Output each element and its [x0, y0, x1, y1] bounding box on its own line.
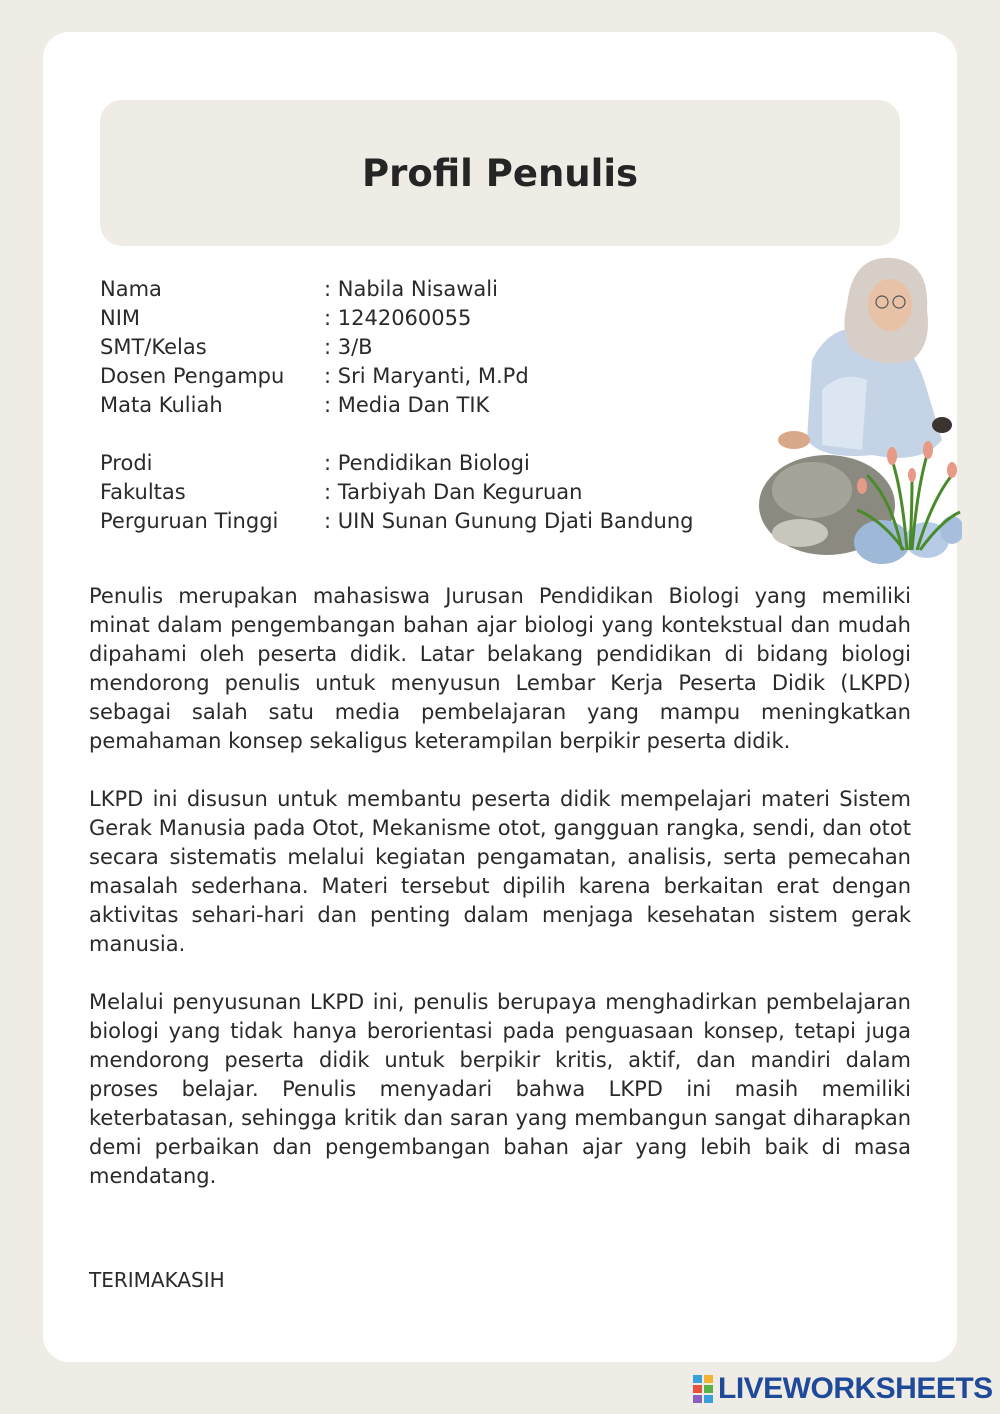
hand	[778, 431, 810, 449]
profile-row-nama	[100, 275, 740, 304]
profile-label: Prodi	[100, 451, 153, 475]
profile-label: Dosen Pengampu	[100, 364, 285, 388]
paragraph: Melalui penyusunan LKPD ini, penulis berupaya menghadirkan pembelajaran biologi yang tidak hanya berorientasi pada penguasaan konsep, tetapi juga mendorong peserta didik untuk berpikir kritis, aktif, dan mandiri dalam proses belajar. Penulis menyadari bahwa LKPD ini masih memiliki keterbatasan, sehingga kritik dan saran yang membangun sangat diharapkan demi perbaikan dan pengembangan bahan ajar yang lebih baik di masa mendatang.	[89, 990, 911, 1188]
profile-value: : Sri Maryanti, M.Pd	[324, 364, 529, 388]
brand-footer[interactable]	[693, 1372, 993, 1406]
profile-label: Nama	[100, 277, 162, 301]
profile-value: : UIN Sunan Gunung Djati Bandung	[324, 509, 694, 533]
profile-label: Perguruan Tinggi	[100, 509, 279, 533]
author-photo	[752, 250, 962, 570]
rock	[772, 519, 828, 547]
profile-value: : Tarbiyah Dan Keguruan	[324, 480, 583, 504]
profile-row-fakultas	[100, 478, 740, 507]
profile-label: NIM	[100, 306, 141, 330]
description	[89, 582, 911, 1220]
profile-info	[100, 275, 740, 536]
profile-row-prodi	[100, 449, 740, 478]
profile-row-dosen	[100, 362, 740, 391]
shirt-highlight	[822, 377, 867, 450]
profile-value: : Nabila Nisawali	[324, 277, 498, 301]
spacer	[100, 420, 740, 449]
bag	[932, 417, 952, 433]
profile-row-nim	[100, 304, 740, 333]
profile-label: SMT/Kelas	[100, 335, 207, 359]
profile-label: Fakultas	[100, 480, 186, 504]
closing-text: TERIMAKASIH	[89, 1268, 225, 1292]
paragraph: Penulis merupakan mahasiswa Jurusan Pendidikan Biologi yang memiliki minat dalam pengembangan bahan ajar biologi yang kontekstual dan mudah dipahami oleh peserta didik. Latar belakang pendidikan di bidang biologi mendorong penulis untuk menyusun Lembar Kerja Peserta Didik (LKPD) sebagai salah satu media pembelajaran yang mampu meningkatkan pemahaman konsep sekaligus keterampilan berpikir peserta didik.	[89, 584, 911, 753]
profile-label: Mata Kuliah	[100, 393, 223, 417]
rock	[772, 462, 852, 518]
profile-row-mata-kuliah	[100, 391, 740, 420]
page-title: Profil Penulis	[361, 151, 639, 195]
title-banner	[100, 100, 900, 246]
paragraph: LKPD ini disusun untuk membantu peserta didik mempelajari materi Sistem Gerak Manusia pada Otot, Mekanisme otot, gangguan rangka, sendi, dan otot secara sistematis melalui kegiatan pengamatan, analisis, serta pemecahan masalah sederhana. Materi tersebut dipilih karena berkaitan erat dengan aktivitas sehari-hari dan penting dalam menjaga kesehatan sistem gerak manusia.	[89, 787, 911, 956]
profile-row-smt-kelas	[100, 333, 740, 362]
profile-value: : 1242060055	[324, 306, 472, 330]
profile-value: : Pendidikan Biologi	[324, 451, 530, 475]
brand-name: LIVEWORKSHEETS	[718, 1372, 993, 1405]
face	[868, 279, 912, 331]
liveworksheets-logo-icon	[693, 1375, 715, 1403]
profile-value: : 3/B	[324, 335, 373, 359]
profile-value: : Media Dan TIK	[324, 393, 490, 417]
profile-row-perguruan-tinggi	[100, 507, 740, 536]
